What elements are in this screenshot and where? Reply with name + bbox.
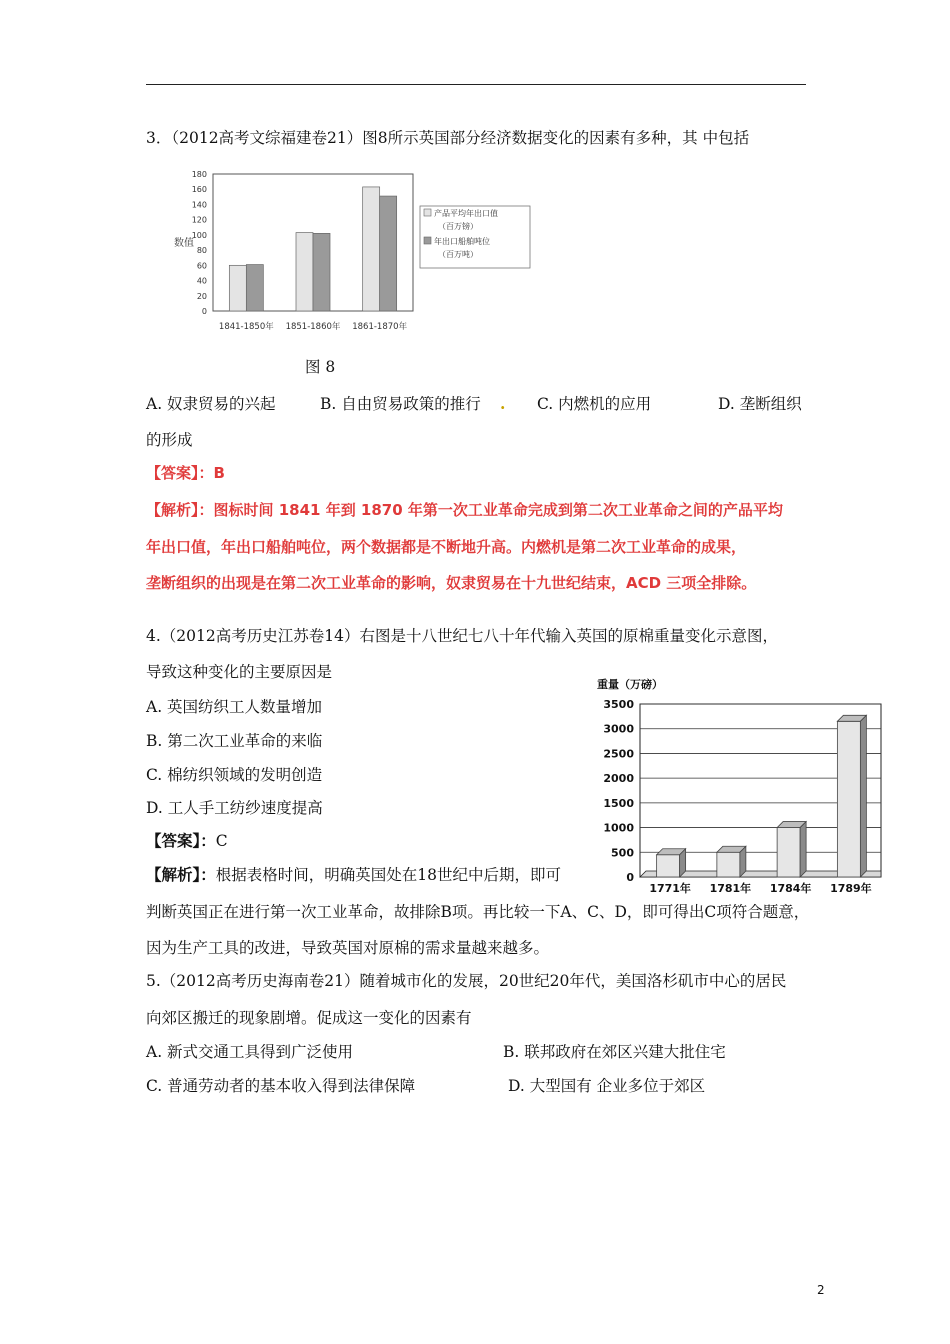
q5-option-b: B. 联邦政府在郊区兴建大批住宅	[503, 1043, 726, 1061]
q4-chart-ylabel: 重量（万磅）	[597, 678, 663, 691]
q4-answer-label: 【答案】：	[146, 832, 216, 850]
q4-chart-bar-2	[777, 828, 800, 877]
q3-answer-value: B	[213, 464, 225, 482]
q3-chart-ytick-3: 60	[196, 261, 207, 271]
q5-stem-line-1: 5.（2012高考历史海南卷21）随着城市化的发展，20世纪20年代，美国洛杉矶市中心的居民	[146, 972, 787, 990]
q4-chart-bar-1	[717, 852, 740, 877]
q4-chart-bar-side-2	[800, 822, 806, 877]
q3-option-b: B. 自由贸易政策的推行	[320, 395, 481, 413]
q3-chart-legend-label-0: 产品平均年出口值	[434, 209, 498, 218]
q4-stem-line-2: 导致这种变化的主要原因是	[146, 663, 333, 681]
q4-chart-ytick-7: 3500	[603, 698, 634, 711]
q5-stem-line-2: 向郊区搬迁的现象剧增。促成这一变化的因素有	[146, 1009, 472, 1027]
q3-chart-xlabels	[219, 321, 408, 332]
q4-chart-xtick-3: 1789年	[830, 882, 872, 895]
q4-analysis-line-3: 因为生产工具的改进，导致英国对原棉的需求量越来越多。	[146, 939, 550, 957]
q3-chart-legend-unit-1: （百万吨）	[438, 250, 478, 259]
q4-chart	[585, 672, 890, 897]
q4-option-a: A. 英国纺织工人数量增加	[146, 698, 323, 716]
q3-chart-ytick-9: 180	[191, 170, 207, 179]
q4-chart-bar-side-1	[740, 846, 746, 877]
q3-chart-ytick-7: 140	[191, 200, 207, 210]
q3-option-a: A. 奴隶贸易的兴起	[146, 395, 276, 413]
q3-option-b-mark: .	[500, 394, 506, 413]
q3-chart-legend-swatch-1	[424, 237, 431, 244]
q3-option-d: D. 垄断组织	[718, 395, 802, 413]
q4-chart-xtick-2: 1784年	[769, 882, 812, 895]
q4-option-b: B. 第二次工业革命的来临	[146, 732, 323, 750]
q4-chart-ytick-1: 500	[611, 846, 634, 860]
q3-analysis-line-2: 年出口值，年出口船舶吨位，两个数据都是不断地升高。内燃机是第二次工业革命的成果，	[146, 538, 747, 556]
q3-chart-bar-2-0	[363, 187, 380, 311]
q3-chart-ytick-2: 40	[196, 276, 207, 286]
q4-chart-ytick-6: 3000	[603, 722, 634, 736]
q5-option-d: D. 大型国有 企业多位于郊区	[508, 1077, 706, 1095]
q4-answer-value: C	[215, 832, 228, 850]
q4-chart-xtick-0: 1771年	[649, 882, 691, 895]
q3-chart-xtick-2: 1861-1870年	[352, 322, 408, 332]
q3-chart-ytick-6: 120	[191, 215, 207, 225]
q3-chart-ytick-0: 0	[201, 307, 207, 316]
q4-chart-bar-3	[837, 721, 860, 877]
q3-chart-ytick-8: 160	[191, 185, 207, 195]
q3-chart-bars	[229, 187, 396, 311]
q4-chart-ytick-2: 1000	[603, 821, 634, 835]
q4-answer	[146, 831, 228, 851]
q3-chart-bar-1-0	[296, 233, 313, 311]
q4-chart-xtick-1: 1781年	[709, 882, 752, 895]
q3-option-c: C. 内燃机的应用	[537, 395, 652, 413]
q4-chart-ytick-3: 1500	[603, 796, 634, 810]
q3-analysis-line-3: 垄断组织的出现是在第二次工业革命的影响，奴隶贸易在十九世纪结束，ACD 三项全排除。	[146, 574, 757, 592]
page-number: 2	[817, 1283, 825, 1297]
q3-chart	[168, 168, 538, 343]
q4-chart-ytick-0: 0	[626, 871, 634, 884]
q3-analysis-line-1	[146, 500, 783, 520]
q3-chart-bar-2-1	[380, 196, 397, 311]
q4-analysis-label: 【解析】：	[146, 866, 216, 884]
q3-chart-legend-swatch-0	[424, 209, 431, 216]
q3-figure-caption: 图 8	[305, 358, 336, 376]
q3-chart-xtick-0: 1841-1850年	[218, 322, 274, 332]
q3-chart-ytick-1: 20	[196, 291, 207, 301]
q3-option-d-cont: 的形成	[146, 431, 193, 449]
q3-chart-bar-1-1	[313, 233, 330, 311]
q4-chart-bar-side-3	[860, 715, 866, 877]
q3-chart-ytick-4: 80	[196, 246, 207, 256]
q3-chart-legend-label-1: 年出口船舶吨位	[434, 237, 490, 246]
q4-analysis-line-1	[146, 865, 561, 885]
q3-chart-legend-unit-0: （百万镑）	[438, 222, 478, 231]
q3-chart-bar-0-0	[229, 265, 246, 311]
q4-option-c: C. 棉纺织领域的发明创造	[146, 766, 323, 784]
q3-answer	[146, 463, 225, 483]
q3-chart-bar-0-1	[246, 265, 263, 311]
q5-option-a: A. 新式交通工具得到广泛使用	[146, 1043, 354, 1061]
q4-chart-xlabels	[649, 881, 871, 895]
q3-chart-ytick-5: 100	[191, 230, 207, 240]
q4-chart-ytick-4: 2000	[603, 772, 634, 786]
q4-option-d: D. 工人手工纺纱速度提高	[146, 799, 323, 817]
q3-analysis-label: 【解析】：	[146, 501, 214, 519]
q3-stem: 3．（2012高考文综福建卷21）图8所示英国部分经济数据变化的因素有多种，其 中包括	[146, 129, 750, 147]
q5-option-c: C. 普通劳动者的基本收入得到法律保障	[146, 1077, 416, 1095]
q3-analysis-text-1: 图标时间 1841 年到 1870 年第一次工业革命完成到第二次工业革命之间的产品平均	[213, 501, 783, 519]
q4-analysis-line-2: 判断英国正在进行第一次工业革命，故排除B项。再比较一下A、C、D，即可得出C项符合题意，	[146, 903, 810, 921]
header-rule	[146, 84, 806, 85]
q3-chart-xtick-1: 1851-1860年	[285, 322, 341, 332]
q3-answer-label: 【答案】：	[146, 464, 214, 482]
q4-chart-bar-0	[657, 855, 680, 877]
q4-chart-ytick-5: 2500	[603, 747, 634, 761]
q3-chart-ylabel: 数值	[174, 238, 194, 249]
q4-stem-line-1: 4.（2012高考历史江苏卷14）右图是十八世纪七八十年代输入英国的原棉重量变化示意图，	[146, 627, 778, 645]
q4-analysis-text-1: 根据表格时间，明确英国处在18世纪中后期，即可	[215, 866, 561, 884]
